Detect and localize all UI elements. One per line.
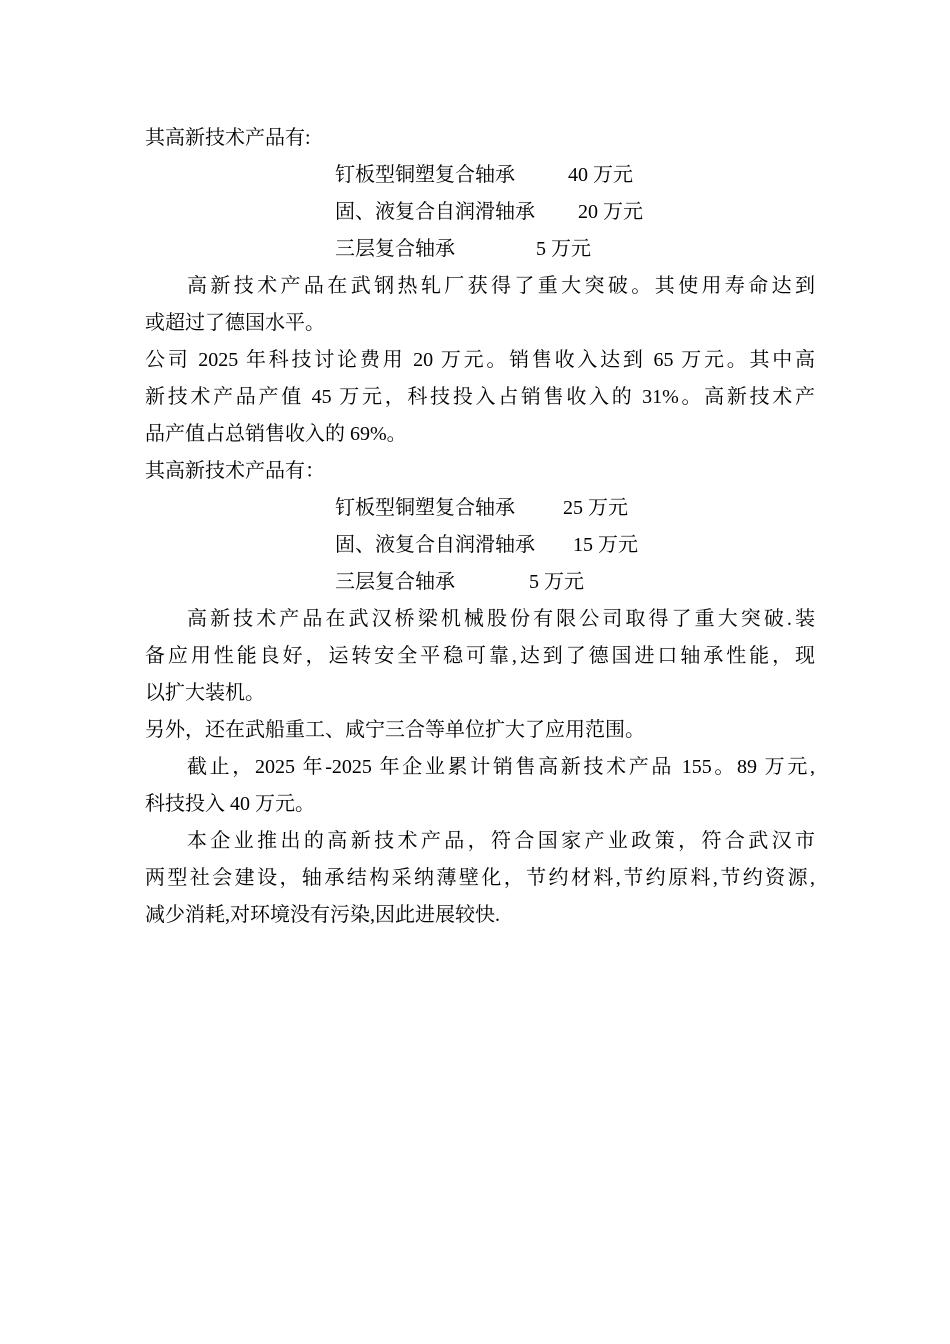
- product-name: 固、液复合自润滑轴承: [335, 534, 535, 556]
- product-value: 20 万元: [578, 201, 643, 223]
- text-line: 品产值占总销售收入的 69%。: [145, 423, 407, 445]
- product-value: 5 万元: [536, 238, 591, 260]
- product-line: [145, 564, 815, 601]
- application-paragraph: 另外，还在武船重工、咸宁三合等单位扩大了应用范围。: [145, 719, 645, 741]
- text-line: 备应用性能良好，运转安全平稳可靠,达到了德国进口轴承性能，现: [145, 645, 815, 667]
- text-line: 公司 2025 年科技讨论费用 20 万元。销售收入达到 65 万元。其中高: [145, 349, 815, 371]
- text-line: 本企业推出的高新技术产品，符合国家产业政策，符合武汉市: [187, 830, 815, 852]
- product-value: 5 万元: [529, 571, 584, 593]
- policy-paragraph: [145, 823, 815, 934]
- text-line: 高新技术产品在武钢热轧厂获得了重大突破。其使用寿命达到: [187, 275, 815, 297]
- product-line: [145, 231, 815, 268]
- text-line: 截止，2025 年-2025 年企业累计销售高新技术产品 155。89 万元,: [187, 756, 815, 778]
- text-line: 两型社会建设，轴承结构采纳薄壁化，节约材料,节约原料,节约资源,: [145, 867, 815, 889]
- product-line: [145, 490, 815, 527]
- product-value: 25 万元: [563, 497, 628, 519]
- product-line: [145, 157, 815, 194]
- product-list-intro: 其高新技术产品有：: [145, 460, 325, 482]
- product-name: 三层复合轴承: [335, 571, 455, 593]
- breakthrough-paragraph: [145, 601, 815, 712]
- product-value: 15 万元: [573, 534, 638, 556]
- text-line: 高新技术产品在武汉桥梁机械股份有限公司取得了重大突破.装: [187, 608, 815, 630]
- product-value: 40 万元: [568, 164, 633, 186]
- product-line: [145, 194, 815, 231]
- product-name: 钉板型铜塑复合轴承: [335, 497, 515, 519]
- text-line: 或超过了德国水平。: [145, 312, 325, 334]
- text-line: 减少消耗,对环境没有污染,因此进展较快.: [145, 904, 500, 926]
- cumulative-paragraph: [145, 749, 815, 823]
- text-line: 科技投入 40 万元。: [145, 793, 315, 815]
- summary-paragraph: [145, 342, 815, 453]
- product-name: 钉板型铜塑复合轴承: [335, 164, 515, 186]
- product-list-intro: 其高新技术产品有:: [145, 127, 311, 149]
- product-name: 三层复合轴承: [335, 238, 455, 260]
- product-line: [145, 527, 815, 564]
- document-body: [145, 120, 815, 934]
- product-name: 固、液复合自润滑轴承: [335, 201, 535, 223]
- breakthrough-paragraph: [145, 268, 815, 342]
- text-line: 以扩大装机。: [145, 682, 265, 704]
- text-line: 新技术产品产值 45 万元，科技投入占销售收入的 31%。高新技术产: [145, 386, 815, 408]
